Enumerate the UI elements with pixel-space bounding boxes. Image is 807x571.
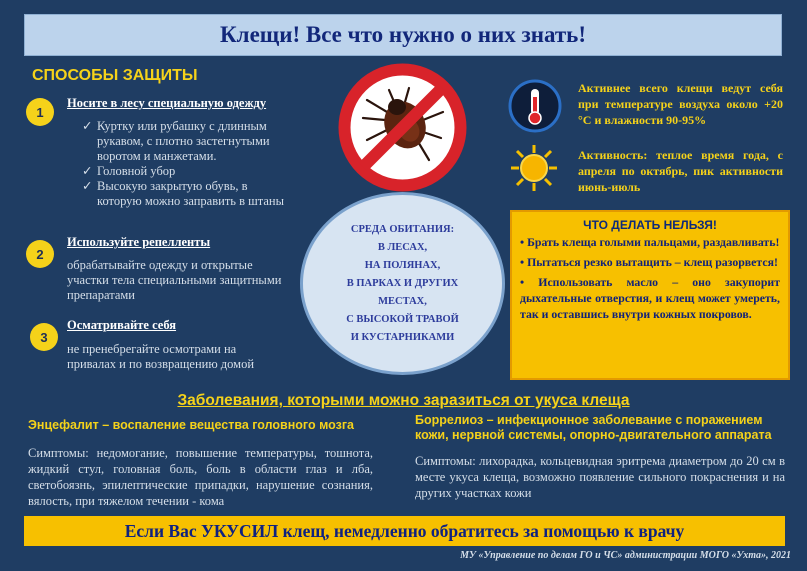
dont-item: • Пытаться резко вытащить – клещ разорвется! (520, 255, 778, 269)
habitat-line: В ЛЕСАХ, (377, 241, 428, 253)
encephalitis-section (28, 418, 383, 509)
dont-item: • Использовать масло – оно закупорит дыхательные отверстия, и клещ может умереть, так и оставшись внутри кожных покровов. (520, 275, 780, 321)
borreliosis-symptoms: Симптомы: лихорадка, кольцевидная эритрема диаметром до 20 см в месте укуса клеща, возможно появление сильного покраснения и на других участках кожи (415, 454, 785, 500)
clothing-item: ✓ Высокую закрытую обувь, в которую можно заправить в штаны (80, 179, 295, 209)
encephalitis-head: Энцефалит – воспаление вещества головного мозга (28, 418, 354, 432)
step-2-number: 2 (26, 240, 54, 268)
borreliosis-section (415, 413, 787, 501)
habitat-line: НА ПОЛЯНАХ, (364, 259, 441, 271)
habitat-line: И КУСТАРНИКАМИ (350, 331, 455, 343)
sun-icon (510, 144, 558, 192)
encephalitis-symptoms: Симптомы: недомогание, повышение температуры, тошнота, жидкий стул, головная боль, боль в области глаз и лба, светобоязнь, эпилептические припадки, нарушение сознания, вялость, при тяжелом течении - кома (28, 446, 373, 508)
thermometer-icon (508, 79, 562, 133)
habitat-line: С ВЫСОКОЙ ТРАВОЙ (346, 313, 459, 325)
habitat-line: СРЕДА ОБИТАНИЯ: (350, 223, 455, 235)
dont-box (510, 210, 790, 380)
clothing-list (80, 119, 295, 209)
page-title: Клещи! Все что нужно о них знать! (24, 14, 782, 56)
protection-heading: СПОСОБЫ ЗАЩИТЫ (32, 67, 198, 84)
diseases-title: Заболевания, которыми можно заразиться от укуса клеща (177, 392, 630, 409)
footer-credit: МУ «Управление по делам ГО и ЧС» администрации МОГО «Ухта», 2021 (460, 550, 791, 561)
step-1-title: Носите в лесу специальную одежду (67, 96, 267, 110)
step-2-title: Используйте репелленты (67, 235, 211, 249)
step-3-text: не пренебрегайте осмотрами на привалах и по возвращению домой (67, 342, 255, 371)
clothing-item: ✓ Головной убор (80, 164, 295, 179)
step-1-number: 1 (26, 98, 54, 126)
bottom-banner: Если Вас УКУСИЛ клещ, немедленно обратитесь за помощью к врачу (24, 516, 785, 546)
step-3-title: Осматривайте себя (67, 318, 177, 332)
dont-item: • Брать клеща голыми пальцами, раздавливать! (520, 235, 780, 249)
step-2-text: обрабатывайте одежду и открытые участки тела специальными защитными препаратами (67, 258, 282, 302)
habitat-circle (300, 192, 505, 375)
step-3-number: 3 (30, 323, 58, 351)
season-fact: Активность: теплое время года, с апреля по октябрь, пик активности июнь-июль (578, 148, 783, 194)
clothing-item: ✓ Куртку или рубашку с длинным рукавом, с плотно застегнутыми воротом и манжетами. (80, 119, 295, 164)
no-tick-icon (335, 60, 470, 195)
habitat-line: МЕСТАХ, (378, 295, 427, 307)
temperature-fact: Активнее всего клещи ведут себя при температуре воздуха около +20 °С и влажности 90-95% (578, 81, 783, 127)
borreliosis-head: Боррелиоз – инфекционное заболевание с поражением кожи, нервной системы, опорно-двигательного аппарата (415, 413, 772, 442)
dont-title: ЧТО ДЕЛАТЬ НЕЛЬЗЯ! (583, 218, 717, 232)
habitat-line: В ПАРКАХ И ДРУГИХ (346, 277, 459, 289)
